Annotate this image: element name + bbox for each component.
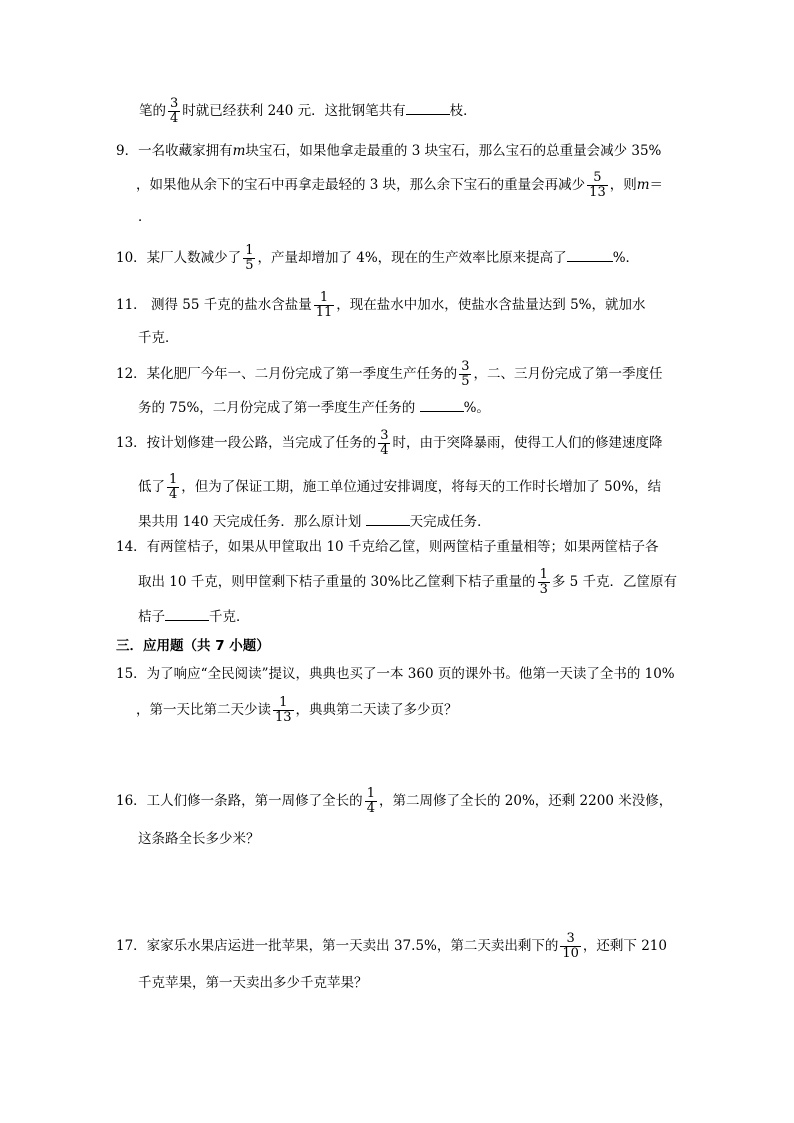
answer-blank[interactable]: [567, 247, 613, 262]
q9-line-3: ．: [138, 209, 152, 225]
q14-line-1: 14．有两筐桔子，如果从甲筐取出 10 千克给乙筐，则两筐桔子重量相等；如果两筐桔子各: [116, 539, 659, 555]
q11-line-1: 11． 测得 55 千克的盐水含盐量 $\frac{1}{11}$ ，现在盐水中加水，使盐水含盐量达到 5%，就加水: [116, 290, 646, 320]
q8-text: 枝．: [449, 103, 477, 119]
fraction: $\frac{5}{13}$: [589, 170, 606, 200]
q16-line-1: 16．工人们修一条路，第一周修了全长的 $\frac{1}{4}$ ，第二周修了全长的 20%，还剩 2200 米没修，: [116, 786, 673, 816]
q15-line-1: 15．为了响应“全民阅读”提议，典典也买了一本 360 页的课外书。他第一天读了全书的 10%: [116, 666, 675, 682]
fraction: $\frac{1}{5}$: [245, 243, 254, 273]
q8-text: 时就已经获利 240 元．这批钢笔共有: [182, 103, 406, 119]
q9-line-2: ，如果他从余下的宝石中再拿走最轻的 3 块，那么余下宝石的重量会再减少 $\frac{5}{13}$ ，则m＝: [136, 170, 664, 200]
fraction: $\frac{3}{10}$: [562, 931, 579, 961]
fraction: $\frac{1}{13}$: [275, 695, 292, 725]
q8-line-1: [139, 97, 477, 126]
q11-line-2: 千克．: [138, 330, 179, 346]
answer-blank[interactable]: [406, 100, 450, 115]
answer-blank[interactable]: [366, 511, 410, 526]
q13-line-2: 低了 $\frac{1}{4}$ ，但为了保证工期，施工单位通过安排调度，将每天的工作时长增加了 50%，结: [138, 472, 662, 502]
q13-line-3: 果共用 140 天完成任务．那么原计划 天完成任务．: [138, 511, 491, 532]
answer-blank[interactable]: [420, 397, 464, 412]
q14-line-3: 桔子 千克．: [138, 606, 250, 627]
fraction: $\frac{1}{4}$: [366, 786, 375, 816]
answer-blank[interactable]: [165, 606, 209, 621]
q8-text: 笔的: [139, 103, 166, 119]
fraction: $\frac{1}{4}$: [169, 472, 178, 502]
q10-line-1: 10．某厂人数减少了 $\frac{1}{5}$ ，产量却增加了 4%，现在的生产效率比原来提高了 %．: [116, 243, 640, 273]
q12-line-2: 务的 75%，二月份完成了第一季度生产任务的 %。: [138, 397, 490, 418]
q15-line-2: ，第一天比第二天少读 $\frac{1}{13}$ ，典典第二天读了多少页？: [136, 695, 458, 725]
section-heading: 三．应用题（共 7 小题）: [116, 638, 270, 654]
q9-line-1: 9．一名收藏家拥有m块宝石，如果他拿走最重的 3 块宝石，那么宝石的总重量会减少 35%: [116, 143, 662, 159]
fraction: $\frac{3}{5}$: [461, 359, 470, 389]
fraction: $\frac{3}{4}$: [380, 428, 389, 458]
q12-line-1: 12．某化肥厂今年一、二月份完成了第一季度生产任务的 $\frac{3}{5}$ ，二、三月份完成了第一季度任: [116, 359, 663, 389]
variable-m: m: [636, 177, 650, 193]
fraction: $\frac{1}{3}$: [539, 567, 548, 597]
fraction: $\frac{1}{11}$: [315, 290, 333, 320]
q13-line-1: 13．按计划修建一段公路，当完成了任务的 $\frac{3}{4}$ 时，由于突降暴雨，使得工人们的修建速度降: [116, 428, 663, 458]
variable-m: m: [232, 143, 246, 159]
q17-line-2: 千克苹果，第一天卖出多少千克苹果？: [138, 975, 368, 991]
fraction: $\frac{3}{4}$: [170, 96, 179, 126]
q17-line-1: 17．家家乐水果店运进一批苹果，第一天卖出 37.5%，第二天卖出剩下的 $\frac{3}{10}$ ，还剩下 210: [116, 931, 667, 961]
q14-line-2: 取出 10 千克，则甲筐剩下桔子重量的 30%比乙筐剩下桔子重量的 $\frac{1}{3}$ 多 5 千克．乙筐原有: [138, 567, 678, 597]
q16-line-2: 这条路全长多少米？: [138, 831, 260, 847]
